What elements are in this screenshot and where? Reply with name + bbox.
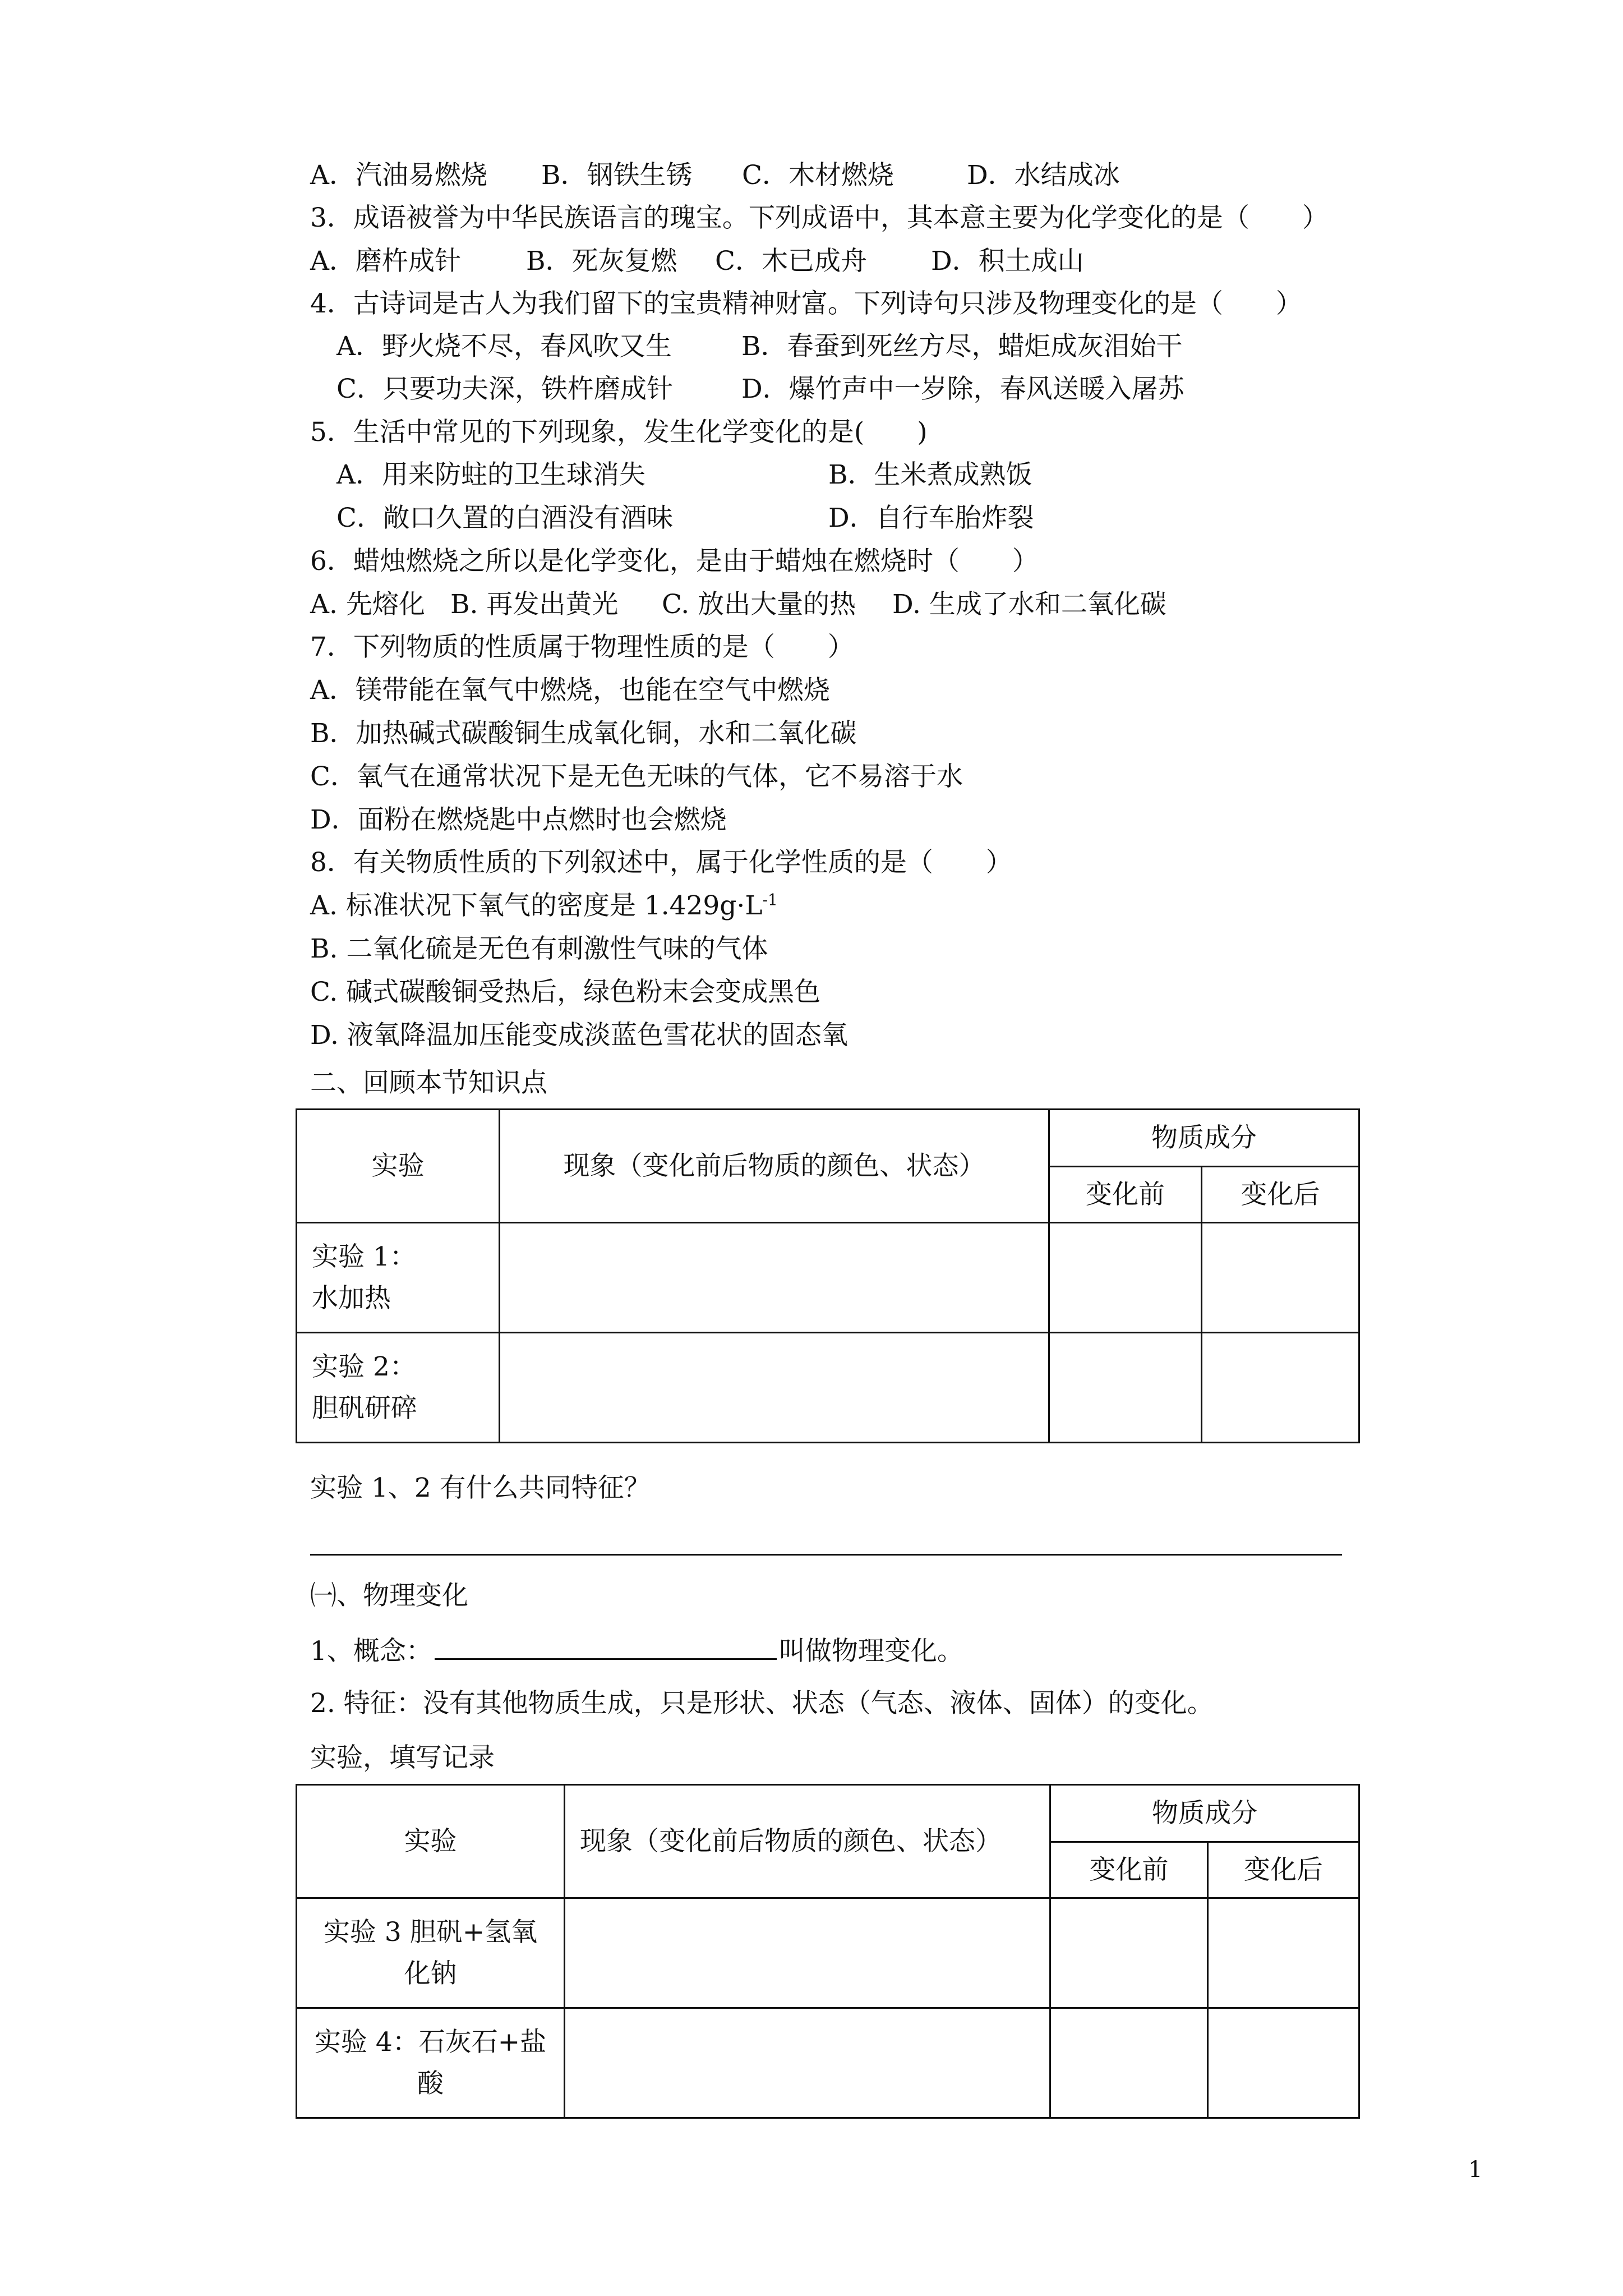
table-row (297, 1898, 1359, 2008)
answer-cell[interactable] (1050, 1898, 1208, 2008)
review-table (296, 1108, 1360, 1443)
experiment-2-title: 实验 2： (312, 1351, 416, 1382)
review-table-header-experiment: 实验 (297, 1110, 500, 1223)
q5-option-d: D．自行车胎炸裂 (828, 503, 1034, 533)
q4-options-row1 (336, 330, 1402, 364)
concept-blank[interactable] (435, 1632, 777, 1660)
answer-cell[interactable] (565, 2008, 1050, 2118)
record-label: 实验，填写记录 (310, 1742, 495, 1773)
q5-option-b: B．生米煮成熟饭 (828, 459, 1032, 490)
record-table-header-after: 变化后 (1208, 1842, 1359, 1898)
table-row (297, 1223, 1359, 1333)
experiment-1-title: 实验 1： (312, 1241, 416, 1272)
q8-option-a-exponent: -1 (762, 890, 778, 909)
experiment-3-label (297, 1898, 565, 2008)
q2-option-c: C．木材燃烧 (742, 160, 894, 191)
answer-cell[interactable] (1202, 1223, 1359, 1333)
concept-prefix: 1、概念： (310, 1636, 432, 1667)
q7-option-b: B．加热碱式碳酸铜生成氧化铜，水和二氧化碳 (310, 718, 857, 749)
q3-option-c: C．木已成舟 (715, 246, 867, 277)
q5-options-row2 (336, 501, 1402, 535)
answer-cell[interactable] (500, 1333, 1049, 1443)
concept-line (310, 1632, 963, 1668)
q5-stem: 5．生活中常见的下列现象，发生化学变化的是( ) (310, 417, 928, 448)
answer-cell[interactable] (565, 1898, 1050, 2008)
q6-option-a: A. 先熔化 (310, 589, 425, 620)
answer-cell[interactable] (500, 1223, 1049, 1333)
q8-option-c: C. 碱式碳酸铜受热后，绿色粉末会变成黑色 (310, 977, 821, 1007)
q6-options (310, 588, 1376, 622)
answer-cell[interactable] (1049, 1223, 1202, 1333)
answer-line[interactable] (310, 1554, 1342, 1556)
answer-cell[interactable] (1202, 1333, 1359, 1443)
experiment-3-name: 化钠 (404, 1958, 457, 1989)
q6-option-c: C. 放出大量的热 (662, 589, 856, 620)
answer-cell[interactable] (1208, 1898, 1359, 2008)
q8-option-a-text: A. 标准状况下氧气的密度是 1.429g·L (310, 890, 763, 921)
q7-stem: 7．下列物质的性质属于物理性质的是（ ） (310, 632, 854, 662)
review-table-header-composition: 物质成分 (1049, 1110, 1359, 1167)
q2-option-d: D．水结成冰 (967, 160, 1120, 191)
q5-options-row1 (336, 458, 1402, 492)
q7-option-c: C．氧气在通常状况下是无色无味的气体，它不易溶于水 (310, 761, 963, 792)
record-table-header-experiment: 实验 (297, 1785, 565, 1898)
table-row (297, 1333, 1359, 1443)
concept-suffix: 叫做物理变化。 (778, 1636, 963, 1667)
record-table-header-before: 变化前 (1050, 1842, 1208, 1898)
record-table-header-phenomenon: 现象（变化前后物质的颜色、状态） (565, 1785, 1050, 1898)
experiment-2-label (297, 1333, 500, 1443)
q6-option-b: B. 再发出黄光 (450, 589, 619, 620)
q4-options-row2 (336, 372, 1402, 406)
feature-line: 2. 特征：没有其他物质生成，只是形状、状态（气态、液体、固体）的变化。 (310, 1688, 1214, 1719)
section-2-title: 二、回顾本节知识点 (310, 1068, 547, 1098)
answer-cell[interactable] (1050, 2008, 1208, 2118)
experiment-1-name: 水加热 (312, 1282, 391, 1314)
q4-option-d: D．爆竹声中一岁除，春风送暖入屠苏 (741, 374, 1184, 404)
q6-option-d: D. 生成了水和二氧化碳 (892, 589, 1166, 620)
experiment-2-name: 胆矾研碎 (312, 1392, 417, 1424)
q4-option-a: A．野火烧不尽，春风吹又生 (336, 331, 672, 362)
q6-stem: 6．蜡烛燃烧之所以是化学变化，是由于蜡烛在燃烧时（ ） (310, 546, 1039, 577)
q8-stem: 8．有关物质性质的下列叙述中，属于化学性质的是（ ） (310, 847, 1012, 878)
common-feature-question: 实验 1、2 有什么共同特征？ (310, 1473, 651, 1503)
q8-option-b: B. 二氧化硫是无色有刺激性气味的气体 (310, 933, 768, 964)
q3-stem: 3．成语被誉为中华民族语言的瑰宝。下列成语中，其本意主要为化学变化的是（ ） (310, 203, 1329, 233)
page-number: 1 (1468, 2157, 1483, 2183)
review-table-header-before: 变化前 (1049, 1167, 1202, 1223)
q7-option-a: A．镁带能在氧气中燃烧，也能在空气中燃烧 (310, 675, 830, 706)
experiment-1-label (297, 1223, 500, 1333)
q3-option-a: A．磨杵成针 (310, 246, 461, 277)
q2-option-b: B．钢铁生锈 (541, 160, 693, 191)
review-table-header-after: 变化后 (1202, 1167, 1359, 1223)
table-row (297, 2008, 1359, 2118)
experiment-4-title: 实验 4：石灰石+盐 (314, 2026, 547, 2058)
q5-option-a: A．用来防蛀的卫生球消失 (336, 459, 645, 490)
q4-option-b: B．春蚕到死丝方尽，蜡炬成灰泪始干 (741, 331, 1183, 362)
physical-change-heading: ㈠、物理变化 (310, 1580, 468, 1611)
record-table-header-composition: 物质成分 (1050, 1785, 1359, 1842)
record-table (296, 1784, 1360, 2119)
q3-options (310, 245, 1376, 278)
q4-option-c: C．只要功夫深，铁杵磨成针 (336, 374, 673, 404)
answer-cell[interactable] (1049, 1333, 1202, 1443)
q3-option-d: D．积土成山 (931, 246, 1084, 277)
q2-options (310, 159, 1376, 192)
q7-option-d: D．面粉在燃烧匙中点燃时也会燃烧 (310, 804, 727, 835)
experiment-4-label (297, 2008, 565, 2118)
experiment-4-name: 酸 (417, 2068, 444, 2099)
q8-option-d: D. 液氧降温加压能变成淡蓝色雪花状的固态氧 (310, 1020, 848, 1051)
experiment-3-title: 实验 3 胆矾+氢氧 (323, 1916, 538, 1948)
q3-option-b: B．死灰复燃 (526, 246, 677, 277)
review-table-header-phenomenon: 现象（变化前后物质的颜色、状态） (500, 1110, 1049, 1223)
q8-option-a (310, 889, 778, 923)
q4-stem: 4．古诗词是古人为我们留下的宝贵精神财富。下列诗句只涉及物理变化的是（ ） (310, 288, 1302, 319)
q2-option-a: A．汽油易燃烧 (310, 160, 487, 191)
q5-option-c: C．敞口久置的白酒没有酒味 (336, 503, 673, 533)
answer-cell[interactable] (1208, 2008, 1359, 2118)
